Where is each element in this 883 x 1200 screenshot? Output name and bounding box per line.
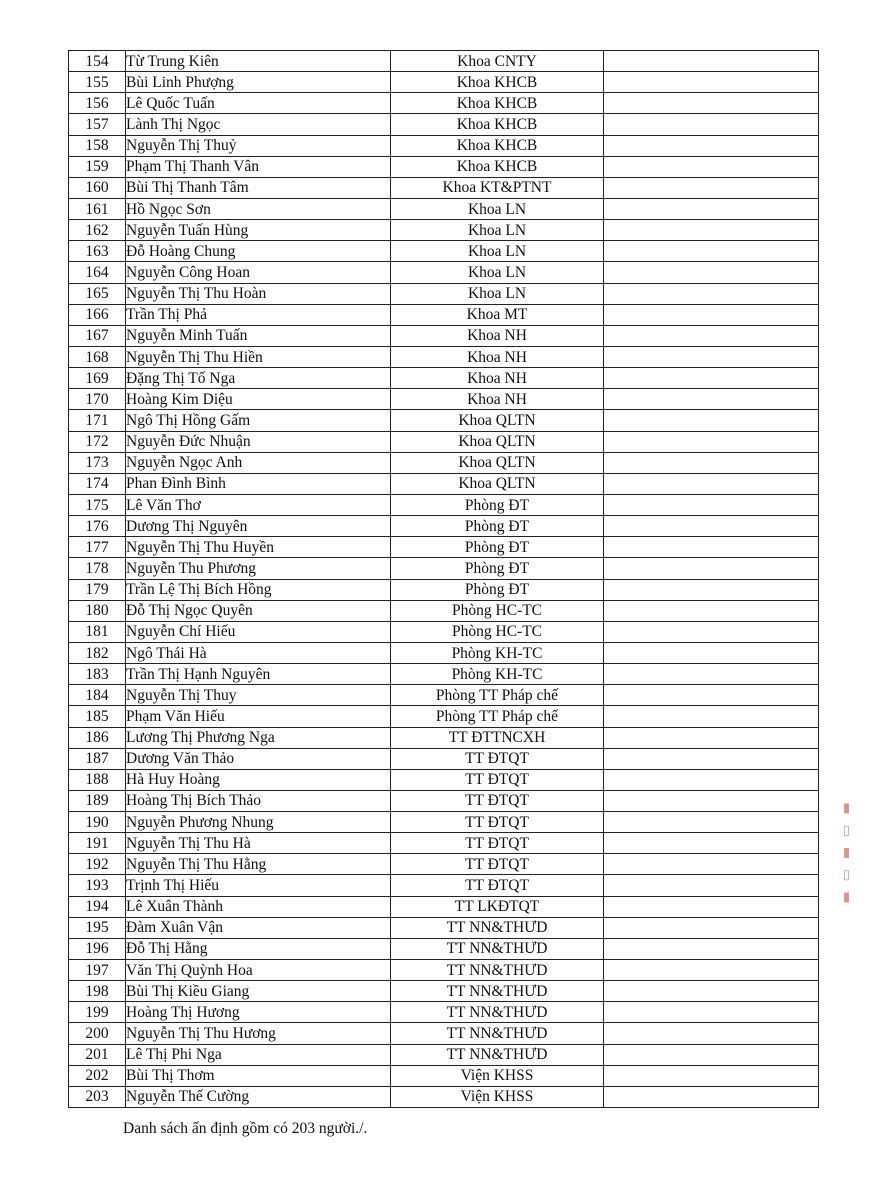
person-name: Nguyễn Thị Thu Hiền [126,346,391,367]
row-number: 170 [69,389,126,410]
person-name: Nguyễn Thị Thu Hoàn [126,283,391,304]
unit-name: Khoa KHCB [391,135,604,156]
unit-name: TT NN&THƯD [391,1002,604,1023]
person-name: Nguyễn Tuấn Hùng [126,220,391,241]
table-row [69,854,819,875]
note-cell [604,262,819,283]
unit-name: TT LKĐTQT [391,896,604,917]
person-name: Lê Xuân Thành [126,896,391,917]
note-cell [604,664,819,685]
note-cell [604,748,819,769]
table-row [69,558,819,579]
person-name: Phạm Văn Hiếu [126,706,391,727]
row-number: 182 [69,642,126,663]
person-name: Nguyễn Thị Thuy [126,685,391,706]
table-row [69,896,819,917]
row-number: 165 [69,283,126,304]
unit-name: Khoa MT [391,304,604,325]
row-number: 171 [69,410,126,431]
table-row [69,1065,819,1086]
row-number: 185 [69,706,126,727]
row-number: 203 [69,1086,126,1107]
person-name: Trần Thị Phả [126,304,391,325]
note-cell [604,896,819,917]
row-number: 160 [69,177,126,198]
person-name: Bùi Thị Kiều Giang [126,981,391,1002]
table-row [69,642,819,663]
person-name: Nguyễn Thị Thu Hà [126,833,391,854]
table-row [69,198,819,219]
row-number: 180 [69,600,126,621]
table-row [69,72,819,93]
person-name: Hà Huy Hoàng [126,769,391,790]
row-number: 189 [69,790,126,811]
person-name: Nguyễn Thị Thu Huyền [126,537,391,558]
row-number: 156 [69,93,126,114]
unit-name: Khoa QLTN [391,431,604,452]
unit-name: Phòng ĐT [391,579,604,600]
table-row [69,1086,819,1107]
unit-name: Phòng TT Pháp chế [391,685,604,706]
table-row [69,262,819,283]
person-name: Lương Thị Phương Nga [126,727,391,748]
person-name: Văn Thị Quỳnh Hoa [126,960,391,981]
table-row [69,664,819,685]
row-number: 192 [69,854,126,875]
unit-name: TT ĐTQT [391,790,604,811]
row-number: 193 [69,875,126,896]
footer-note: Danh sách ấn định gồm có 203 người./. [123,1120,368,1137]
note-cell [604,93,819,114]
note-cell [604,685,819,706]
person-name: Bùi Thị Thơm [126,1065,391,1086]
unit-name: Phòng HC-TC [391,621,604,642]
person-name: Đỗ Hoàng Chung [126,241,391,262]
unit-name: Khoa LN [391,198,604,219]
row-number: 164 [69,262,126,283]
person-name: Hồ Ngọc Sơn [126,198,391,219]
person-name: Hoàng Thị Hương [126,1002,391,1023]
row-number: 176 [69,516,126,537]
table-row [69,346,819,367]
row-number: 175 [69,494,126,515]
row-number: 172 [69,431,126,452]
row-number: 166 [69,304,126,325]
table-row [69,135,819,156]
row-number: 200 [69,1023,126,1044]
unit-name: Viện KHSS [391,1086,604,1107]
note-cell [604,854,819,875]
unit-name: Phòng ĐT [391,516,604,537]
person-name: Dương Văn Thảo [126,748,391,769]
row-number: 196 [69,938,126,959]
note-cell [604,1065,819,1086]
note-cell [604,917,819,938]
table-row [69,220,819,241]
person-name: Nguyễn Thị Thuỷ [126,135,391,156]
note-cell [604,1023,819,1044]
note-cell [604,790,819,811]
note-cell [604,473,819,494]
row-number: 191 [69,833,126,854]
unit-name: TT ĐTQT [391,812,604,833]
note-cell [604,1086,819,1107]
row-number: 202 [69,1065,126,1086]
unit-name: TT ĐTQT [391,833,604,854]
table-row [69,156,819,177]
unit-name: Khoa KHCB [391,72,604,93]
person-name: Đỗ Thị Ngọc Quyên [126,600,391,621]
note-cell [604,304,819,325]
table-body [69,51,819,1108]
row-number: 162 [69,220,126,241]
unit-name: Khoa KT&PTNT [391,177,604,198]
staff-list-table [68,50,819,1108]
row-number: 167 [69,325,126,346]
note-cell [604,960,819,981]
note-cell [604,769,819,790]
note-cell [604,410,819,431]
table-row [69,51,819,72]
table-row [69,748,819,769]
unit-name: TT NN&THƯD [391,1023,604,1044]
row-number: 190 [69,812,126,833]
person-name: Lành Thị Ngọc [126,114,391,135]
unit-name: Khoa KHCB [391,156,604,177]
person-name: Phan Đình Bình [126,473,391,494]
row-number: 155 [69,72,126,93]
note-cell [604,177,819,198]
note-cell [604,452,819,473]
person-name: Nguyễn Minh Tuấn [126,325,391,346]
table-row [69,600,819,621]
person-name: Nguyễn Phương Nhung [126,812,391,833]
table-row [69,621,819,642]
row-number: 198 [69,981,126,1002]
note-cell [604,114,819,135]
person-name: Trần Lệ Thị Bích Hồng [126,579,391,600]
person-name: Phạm Thị Thanh Vân [126,156,391,177]
note-cell [604,494,819,515]
unit-name: TT NN&THƯD [391,938,604,959]
note-cell [604,241,819,262]
table-row [69,389,819,410]
note-cell [604,346,819,367]
unit-name: Phòng KH-TC [391,642,604,663]
note-cell [604,1002,819,1023]
row-number: 159 [69,156,126,177]
table-row [69,325,819,346]
table-row [69,516,819,537]
unit-name: Khoa NH [391,346,604,367]
note-cell [604,579,819,600]
note-cell [604,156,819,177]
person-name: Lê Quốc Tuấn [126,93,391,114]
note-cell [604,938,819,959]
unit-name: Khoa LN [391,220,604,241]
person-name: Ngô Thái Hà [126,642,391,663]
table-row [69,494,819,515]
note-cell [604,642,819,663]
person-name: Hoàng Kim Diệu [126,389,391,410]
table-row [69,114,819,135]
table-row [69,537,819,558]
row-number: 187 [69,748,126,769]
unit-name: Khoa NH [391,368,604,389]
table-row [69,410,819,431]
unit-name: Khoa LN [391,262,604,283]
person-name: Trịnh Thị Hiếu [126,875,391,896]
person-name: Nguyễn Chí Hiếu [126,621,391,642]
unit-name: TT NN&THƯD [391,960,604,981]
person-name: Nguyễn Đức Nhuận [126,431,391,452]
unit-name: Khoa QLTN [391,410,604,431]
person-name: Trần Thị Hạnh Nguyên [126,664,391,685]
person-name: Bùi Linh Phượng [126,72,391,93]
note-cell [604,875,819,896]
unit-name: Phòng ĐT [391,494,604,515]
note-cell [604,283,819,304]
unit-name: Khoa CNTY [391,51,604,72]
table-row [69,1023,819,1044]
row-number: 174 [69,473,126,494]
note-cell [604,72,819,93]
row-number: 163 [69,241,126,262]
person-name: Bùi Thị Thanh Tâm [126,177,391,198]
unit-name: TT ĐTQT [391,769,604,790]
row-number: 173 [69,452,126,473]
person-name: Nguyễn Thị Thu Hằng [126,854,391,875]
table-row [69,981,819,1002]
note-cell [604,727,819,748]
table-row [69,304,819,325]
table-row [69,431,819,452]
row-number: 177 [69,537,126,558]
table-row [69,706,819,727]
row-number: 188 [69,769,126,790]
row-number: 181 [69,621,126,642]
table-row [69,685,819,706]
row-number: 186 [69,727,126,748]
row-number: 195 [69,917,126,938]
table-row [69,177,819,198]
table-row [69,790,819,811]
note-cell [604,558,819,579]
note-cell [604,51,819,72]
person-name: Đỗ Thị Hằng [126,938,391,959]
person-name: Nguyễn Ngọc Anh [126,452,391,473]
table-row [69,960,819,981]
unit-name: Phòng TT Pháp chế [391,706,604,727]
table-row [69,473,819,494]
person-name: Đặng Thị Tố Nga [126,368,391,389]
table-row [69,1044,819,1065]
unit-name: TT NN&THƯD [391,981,604,1002]
note-cell [604,600,819,621]
note-cell [604,368,819,389]
table-row [69,452,819,473]
unit-name: Khoa LN [391,283,604,304]
unit-name: Khoa NH [391,389,604,410]
unit-name: TT ĐTQT [391,875,604,896]
note-cell [604,389,819,410]
note-cell [604,198,819,219]
note-cell [604,537,819,558]
person-name: Nguyễn Thế Cường [126,1086,391,1107]
table-row [69,875,819,896]
row-number: 169 [69,368,126,389]
unit-name: Viện KHSS [391,1065,604,1086]
unit-name: TT NN&THƯD [391,1044,604,1065]
table-row [69,579,819,600]
note-cell [604,431,819,452]
table-row [69,1002,819,1023]
person-name: Nguyễn Thu Phương [126,558,391,579]
unit-name: Khoa LN [391,241,604,262]
unit-name: Khoa QLTN [391,452,604,473]
table-row [69,769,819,790]
row-number: 157 [69,114,126,135]
note-cell [604,706,819,727]
unit-name: Khoa NH [391,325,604,346]
row-number: 184 [69,685,126,706]
table-row [69,368,819,389]
table-row [69,812,819,833]
person-name: Nguyễn Thị Thu Hương [126,1023,391,1044]
unit-name: Khoa KHCB [391,114,604,135]
row-number: 178 [69,558,126,579]
note-cell [604,833,819,854]
person-name: Lê Văn Thơ [126,494,391,515]
note-cell [604,135,819,156]
note-cell [604,516,819,537]
margin-stamp-mark: ▮ ▯ ▮ ▯ ▮ [838,799,853,905]
person-name: Đàm Xuân Vận [126,917,391,938]
unit-name: TT ĐTQT [391,748,604,769]
person-name: Lê Thị Phi Nga [126,1044,391,1065]
row-number: 179 [69,579,126,600]
unit-name: Phòng ĐT [391,537,604,558]
unit-name: Phòng ĐT [391,558,604,579]
person-name: Ngô Thị Hồng Gấm [126,410,391,431]
table-row [69,917,819,938]
row-number: 168 [69,346,126,367]
unit-name: Khoa KHCB [391,93,604,114]
table-row [69,727,819,748]
table-row [69,283,819,304]
row-number: 183 [69,664,126,685]
note-cell [604,220,819,241]
note-cell [604,621,819,642]
note-cell [604,981,819,1002]
person-name: Hoàng Thị Bích Thảo [126,790,391,811]
unit-name: Khoa QLTN [391,473,604,494]
table-row [69,938,819,959]
row-number: 201 [69,1044,126,1065]
row-number: 161 [69,198,126,219]
table-row [69,93,819,114]
table-row [69,241,819,262]
person-name: Từ Trung Kiên [126,51,391,72]
row-number: 194 [69,896,126,917]
row-number: 154 [69,51,126,72]
unit-name: TT ĐTQT [391,854,604,875]
unit-name: TT ĐTTNCXH [391,727,604,748]
note-cell [604,812,819,833]
unit-name: Phòng KH-TC [391,664,604,685]
unit-name: TT NN&THƯD [391,917,604,938]
person-name: Dương Thị Nguyên [126,516,391,537]
row-number: 199 [69,1002,126,1023]
note-cell [604,325,819,346]
row-number: 197 [69,960,126,981]
person-name: Nguyễn Công Hoan [126,262,391,283]
table-row [69,833,819,854]
row-number: 158 [69,135,126,156]
unit-name: Phòng HC-TC [391,600,604,621]
note-cell [604,1044,819,1065]
